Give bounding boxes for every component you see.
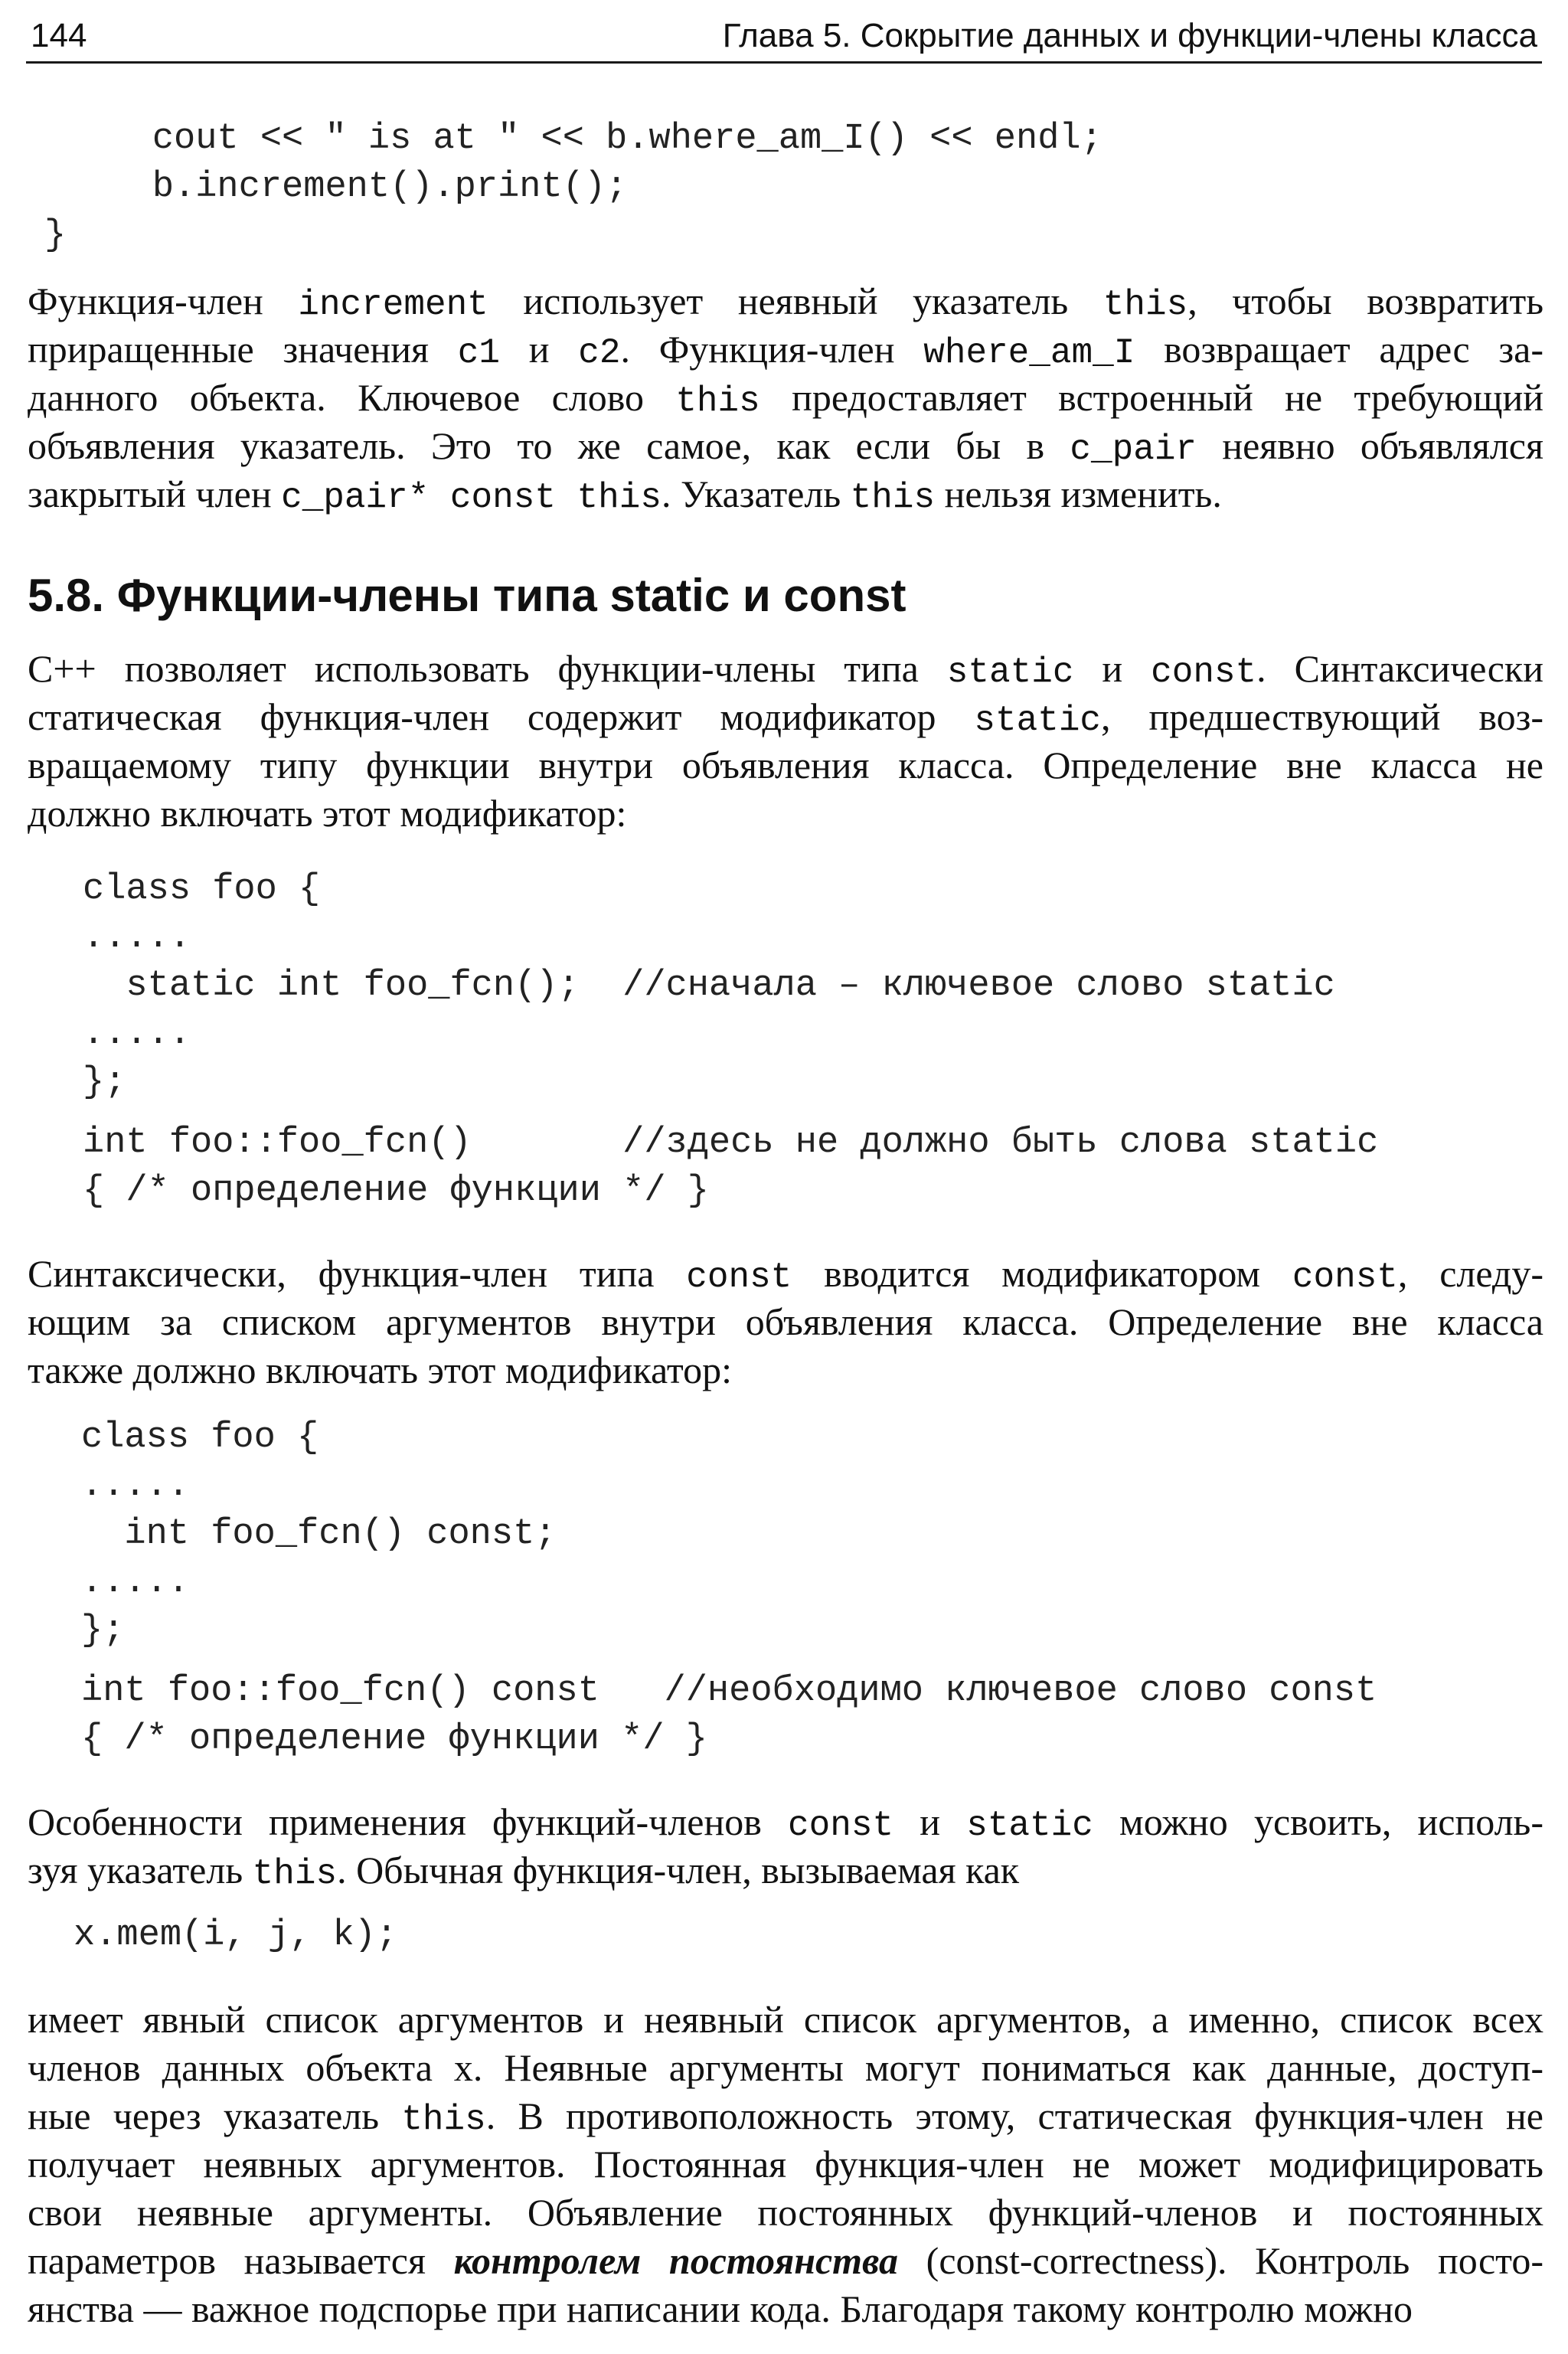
code-line: { /* определение функции */ }: [81, 1719, 707, 1760]
paragraph-const-static-usage: [28, 1798, 1544, 1895]
running-title: Глава 5. Сокрытие данных и функции-члены класса: [722, 17, 1537, 54]
text-line: закрытый член c_pair* const this. Указатель this нельзя изменить.: [28, 472, 1222, 518]
text-line: свои неявные аргументы. Объявление постоянных функций-членов и постоянных: [28, 2191, 1544, 2234]
running-header: [26, 12, 1542, 64]
code-block-call: [74, 1911, 397, 1960]
inline-code: const: [686, 1257, 792, 1297]
paragraph-static-const-intro: [28, 645, 1544, 838]
inline-code: this: [252, 1854, 338, 1894]
inline-code: static: [946, 652, 1074, 692]
text-line: членов данных объекта x. Неявные аргументы могут пониматься как данные, доступ-: [28, 2046, 1544, 2089]
text-line: С++ позволяет использовать функции-члены типа static и const. Синтаксически: [28, 647, 1544, 692]
inline-code: const: [788, 1806, 894, 1846]
inline-code: c2: [578, 333, 621, 373]
section-title: 5.8. Функции-члены типа static и const: [28, 570, 906, 621]
text-line: данного объекта. Ключевое слово this предоставляет встроенный не требующий: [28, 376, 1544, 421]
code-line: }: [44, 215, 67, 256]
text-line: получает неявных аргументов. Постоянная функция-член не может модифицировать: [28, 2143, 1544, 2186]
inline-code: c_pair* const this: [281, 478, 662, 518]
code-block-const: [81, 1414, 1377, 1764]
code-line: { /* определение функции */ }: [83, 1171, 709, 1211]
code-line: };: [83, 1062, 126, 1103]
code-line: .....: [81, 1466, 190, 1506]
inline-code: static: [966, 1806, 1093, 1846]
inline-code: this: [1102, 285, 1188, 325]
text-line: имеет явный список аргументов и неявный список аргументов, а именно, список всех: [28, 1998, 1544, 2041]
paragraph-const-syntax: [28, 1250, 1544, 1394]
text-line: ющим за списком аргументов внутри объявления класса. Определение вне класса: [28, 1300, 1544, 1343]
code-line: int foo::foo_fcn() const //необходимо ключевое слово const: [81, 1671, 1377, 1712]
paragraph-implicit-arguments: [28, 1996, 1544, 2333]
code-line: int foo::foo_fcn() //здесь не должно быть слова static: [83, 1123, 1379, 1163]
text-line: вращаемому типу функции внутри объявления класса. Определение вне класса не: [28, 744, 1544, 786]
inline-code: c1: [457, 333, 500, 373]
inline-code: const: [1292, 1257, 1398, 1297]
text-line: статическая функция-член содержит модификатор static, предшествующий воз-: [28, 695, 1544, 741]
code-line: .....: [83, 917, 191, 958]
code-line: b.increment().print();: [66, 167, 628, 208]
text-line: Особенности применения функций-членов const и static можно усвоить, исполь-: [28, 1800, 1544, 1846]
text-line: также должно включать этот модификатор:: [28, 1349, 732, 1391]
inline-code: where_am_I: [923, 333, 1135, 373]
text-line: Синтаксически, функция-член типа const вводится модификатором const, следу-: [28, 1252, 1544, 1297]
inline-code: increment: [298, 285, 488, 325]
code-line: class foo {: [83, 869, 321, 910]
code-line: static int foo_fcn(); //сначала – ключевое слово static: [83, 966, 1335, 1006]
text-line: зуя указатель this. Обычная функция-член, вызываемая как: [28, 1849, 1020, 1894]
page-number: 144: [31, 17, 87, 54]
text-line: янства — важное подспорье при написании кода. Благодаря такому контролю можно: [28, 2287, 1413, 2330]
code-line: x.mem(i, j, k);: [74, 1915, 398, 1956]
code-line: cout << " is at " << b.where_am_I() << endl;: [66, 119, 1102, 159]
text-line: приращенные значения c1 и c2. Функция-член where_am_I возвращает адрес за-: [28, 328, 1544, 373]
code-line: class foo {: [81, 1417, 319, 1458]
inline-code: this: [675, 381, 760, 421]
inline-code: this: [401, 2100, 486, 2140]
code-line: .....: [83, 1014, 191, 1054]
text-line: должно включать этот модификатор:: [28, 792, 627, 835]
text-line: объявления указатель. Это то же самое, как если бы в c_pair неявно объявлялся: [28, 424, 1544, 469]
paragraph-this-pointer: [28, 277, 1544, 518]
code-block-static: [83, 865, 1378, 1215]
text-line: параметров называется контролем постоянства (const-correctness). Контроль посто-: [28, 2239, 1544, 2282]
emphasized-term: контролем постоянства: [453, 2239, 899, 2282]
inline-code: static: [974, 701, 1102, 741]
text-line: Функция-член increment использует неявный указатель this, чтобы возвратить: [28, 280, 1544, 325]
code-line: .....: [81, 1562, 190, 1603]
code-block-main-end: [44, 115, 1102, 260]
inline-code: const: [1151, 652, 1257, 692]
inline-code: c_pair: [1070, 430, 1197, 469]
code-line: int foo_fcn() const;: [81, 1514, 557, 1555]
text-line: ные через указатель this. В противоположность этому, статическая функция-член не: [28, 2094, 1544, 2140]
inline-code: this: [850, 478, 936, 518]
code-line: };: [81, 1610, 125, 1651]
